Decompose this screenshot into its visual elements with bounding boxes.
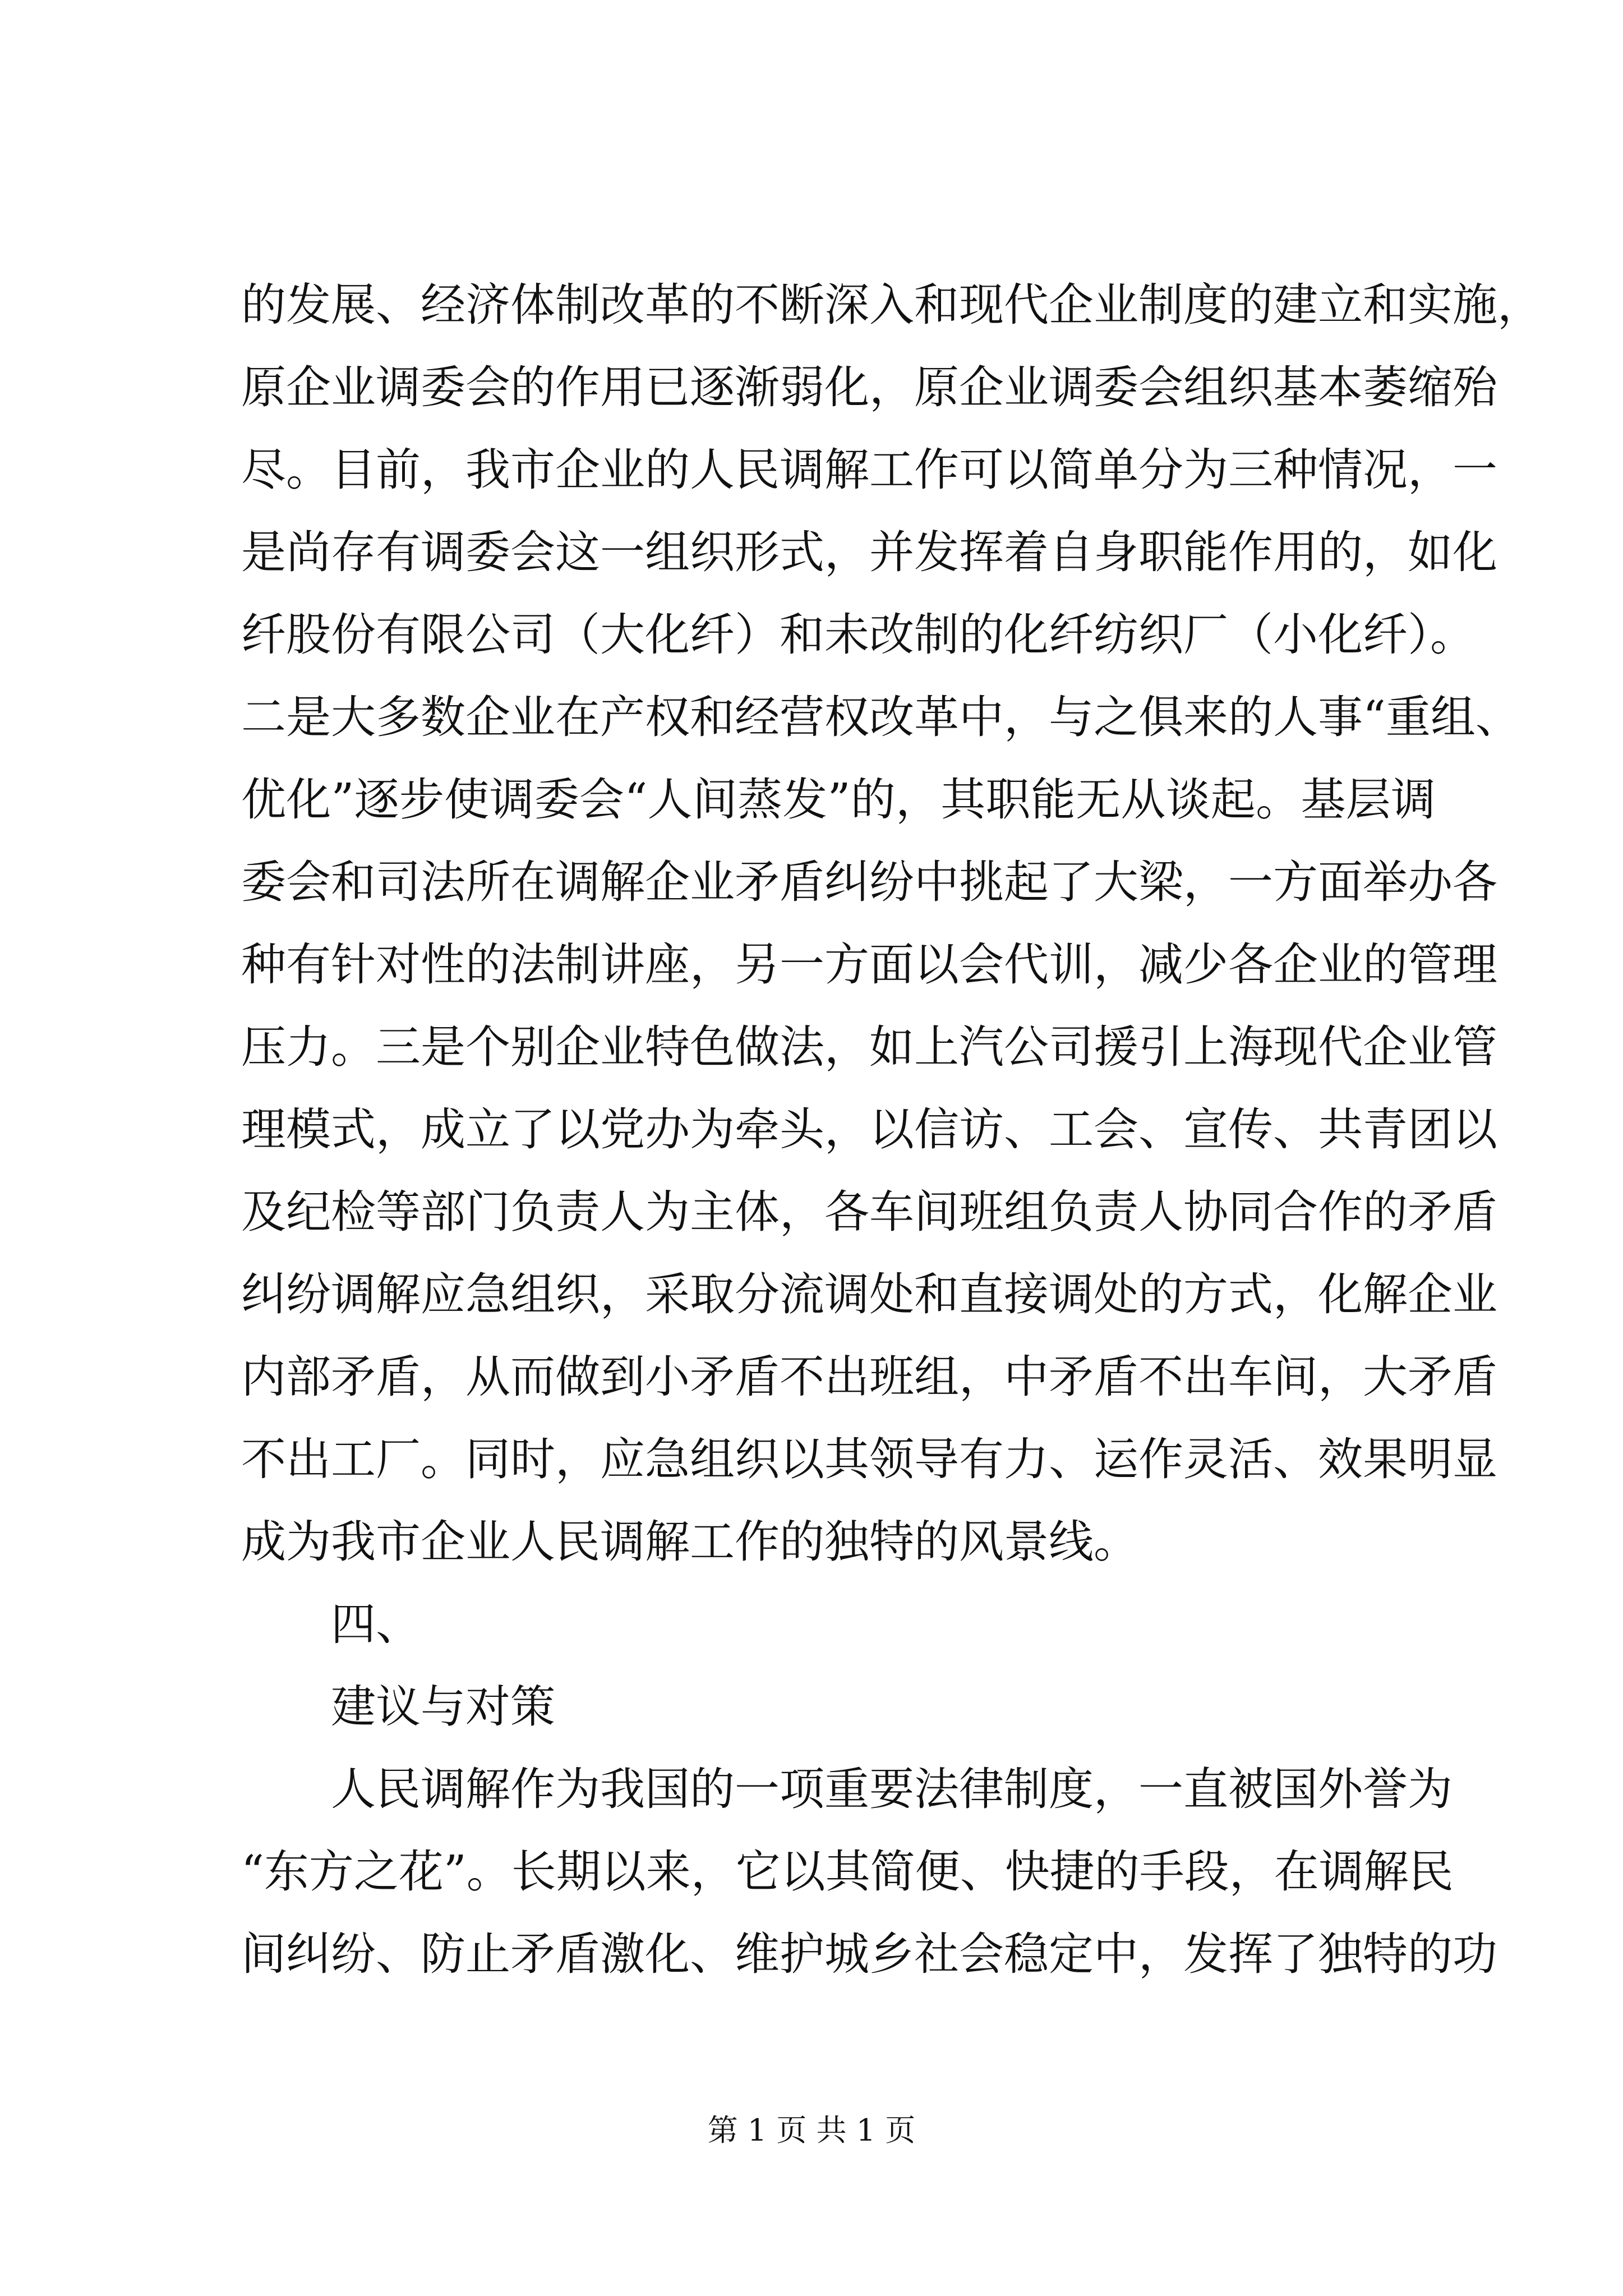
paragraph-1 bbox=[241, 264, 1542, 1583]
text-line: 的发展、经济体制改革的不断深入和现代企业制度的建立和实施， bbox=[241, 279, 1542, 331]
text-line: 内部矛盾，从而做到小矛盾不出班组，中矛盾不出车间，大矛盾 bbox=[241, 1351, 1497, 1403]
text-line: 及纪检等部门负责人为主体，各车间班组负责人协同合作的矛盾 bbox=[241, 1186, 1497, 1238]
text-line: 优化”逐步使调委会“人间蒸发”的，其职能无从谈起。基层调 bbox=[241, 774, 1436, 826]
text-line: 种有针对性的法制讲座，另一方面以会代训，减少各企业的管理 bbox=[241, 938, 1497, 991]
text-line: 人民调解作为我国的一项重要法律制度，一直被国外誉为 bbox=[331, 1763, 1453, 1815]
section-number: 四、 bbox=[331, 1598, 421, 1650]
text-line: 二是大多数企业在产权和经营权改革中，与之俱来的人事“重组、 bbox=[241, 691, 1520, 743]
text-line: 纠纷调解应急组织，采取分流调处和直接调处的方式，化解企业 bbox=[241, 1268, 1497, 1320]
text-line: 委会和司法所在调解企业矛盾纠纷中挑起了大梁，一方面举办各 bbox=[241, 856, 1497, 908]
text-line: 成为我市企业人民调解工作的独特的风景线。 bbox=[241, 1516, 1138, 1568]
body-text bbox=[241, 264, 1542, 1995]
text-line: 理模式，成立了以党办为牵头，以信访、工会、宣传、共青团以 bbox=[241, 1103, 1497, 1156]
text-line: 尽。目前，我市企业的人民调解工作可以简单分为三种情况，一 bbox=[241, 444, 1497, 496]
text-line: 间纠纷、防止矛盾激化、维护城乡社会稳定中，发挥了独特的功 bbox=[241, 1928, 1497, 1980]
paragraph-2 bbox=[241, 1748, 1497, 1995]
text-line: 纤股份有限公司（大化纤）和未改制的化纤纺织厂（小化纤）。 bbox=[241, 609, 1475, 661]
page-footer: 第 1 页 共 1 页 bbox=[707, 2113, 916, 2148]
section-title: 建议与对策 bbox=[331, 1681, 555, 1733]
text-line: 是尚存有调委会这一组织形式，并发挥着自身职能作用的，如化 bbox=[241, 526, 1497, 578]
text-line: 不出工厂。同时，应急组织以其领导有力、运作灵活、效果明显 bbox=[241, 1433, 1497, 1485]
text-line: “东方之花”。长期以来，它以其简便、快捷的手段，在调解民 bbox=[241, 1846, 1454, 1898]
text-line: 原企业调委会的作用已逐渐弱化，原企业调委会组织基本萎缩殆 bbox=[241, 361, 1497, 413]
text-line: 压力。三是个别企业特色做法，如上汽公司援引上海现代企业管 bbox=[241, 1021, 1497, 1073]
